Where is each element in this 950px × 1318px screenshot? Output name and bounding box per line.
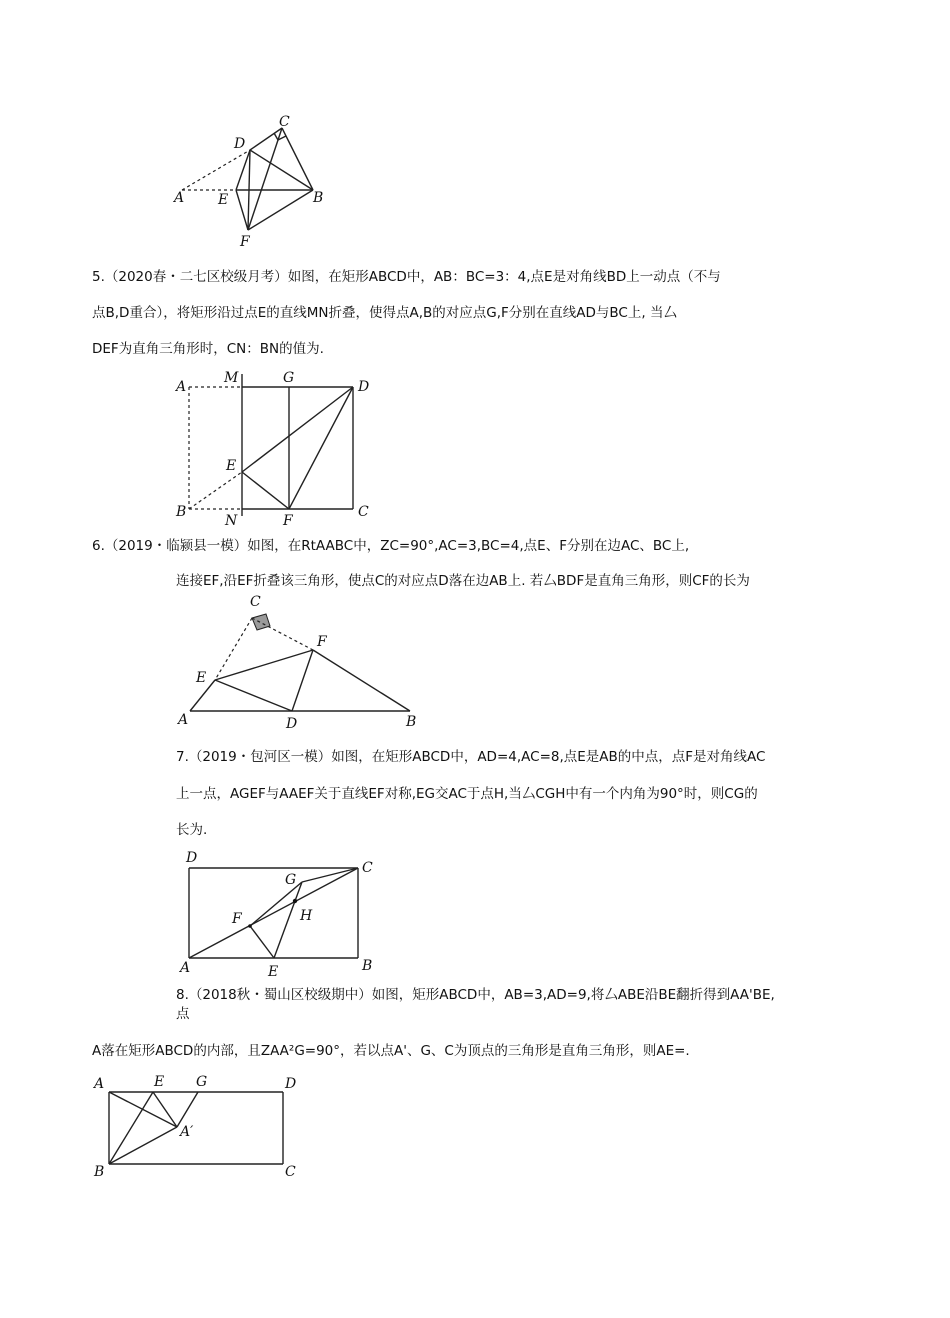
problem-7-line-1: 7.（2019・包河区一模）如图，在矩形ABCD中，AD=4,AC=8,点E是AB的中点，点F是对角线AC	[176, 749, 766, 765]
problem-5-line-1: 5.（2020春・二七区校级月考）如图，在矩形ABCD中，AB：BC=3：4,点E是对角线BD上一动点（不与	[92, 269, 721, 285]
label-E: E	[268, 964, 279, 980]
problem-8-line-1: 8.（2018秋・蜀山区校级期中）如图，矩形ABCD中，AB=3,AD=9,将厶ABE沿BE翻折得到AA'BE,	[176, 987, 775, 1003]
label-D: D	[234, 136, 246, 152]
label-D: D	[186, 850, 198, 866]
label-D: D	[285, 1076, 297, 1092]
problem-6-line-1: 6.（2019・临颍县一模）如图，在RtAABC中，ZC=90°,AC=3,BC=4,点E、F分别在边AC、BC上,	[92, 538, 690, 554]
problem-8-line-2: 点	[176, 1006, 190, 1022]
label-H: H	[300, 908, 313, 924]
problem-5-line-3: DEF为直角三角形时，CN：BN的值为.	[92, 341, 324, 357]
label-B: B	[406, 714, 417, 730]
figure-right-triangle-fold	[170, 588, 430, 736]
label-C: C	[279, 114, 290, 130]
label-E: E	[196, 670, 207, 686]
label-B: B	[176, 504, 187, 520]
label-F: F	[317, 634, 327, 650]
label-C: C	[362, 860, 373, 876]
label-B: B	[313, 190, 324, 206]
label-B: B	[94, 1164, 105, 1180]
figure-rectangle-diagonal-fold	[176, 846, 386, 980]
problem-5-line-2: 点B,D重合），将矩形沿过点E的直线MN折叠，使得点A,B的对应点G,F分别在直线AD与BC上, 当厶	[92, 305, 677, 321]
figure-rectangle-fold-abe	[90, 1070, 310, 1182]
label-G: G	[285, 872, 297, 888]
label-B: B	[362, 958, 373, 974]
problem-6-line-2: 连接EF,沿EF折叠该三角形，使点C的对应点D落在边AB上. 若厶BDF是直角三角形，则CF的长为	[176, 573, 750, 589]
problem-7-line-3: 长为.	[176, 822, 208, 838]
label-C: C	[358, 504, 369, 520]
label-A-prime: A′	[180, 1124, 194, 1140]
label-A: A	[94, 1076, 105, 1092]
label-C: C	[250, 594, 261, 610]
label-A: A	[176, 379, 187, 395]
label-F: F	[232, 911, 242, 927]
label-E: E	[154, 1074, 165, 1090]
problem-7-line-2: 上一点，AGEF与AAEF关于直线EF对称,EG交AC于点H,当厶CGH中有一个内角为90°时，则CG的	[176, 786, 758, 802]
label-G: G	[196, 1074, 208, 1090]
label-G: G	[283, 370, 295, 386]
figure-rectangle-fold-mn	[172, 366, 382, 532]
label-E: E	[226, 458, 237, 474]
figure-kite-fold	[170, 112, 340, 252]
label-F: F	[283, 513, 293, 529]
problem-8-line-3: A落在矩形ABCD的内部，且ZAA²G=90°，若以点A'、G、C为顶点的三角形是直角三角形，则AE=.	[92, 1043, 690, 1059]
label-N: N	[225, 513, 238, 529]
label-C: C	[285, 1164, 296, 1180]
label-A: A	[178, 712, 189, 728]
label-F: F	[240, 234, 250, 250]
label-A: A	[174, 190, 185, 206]
label-D: D	[358, 379, 370, 395]
label-M: M	[224, 370, 239, 386]
label-A: A	[180, 960, 191, 976]
label-D: D	[286, 716, 298, 732]
label-E: E	[218, 192, 229, 208]
